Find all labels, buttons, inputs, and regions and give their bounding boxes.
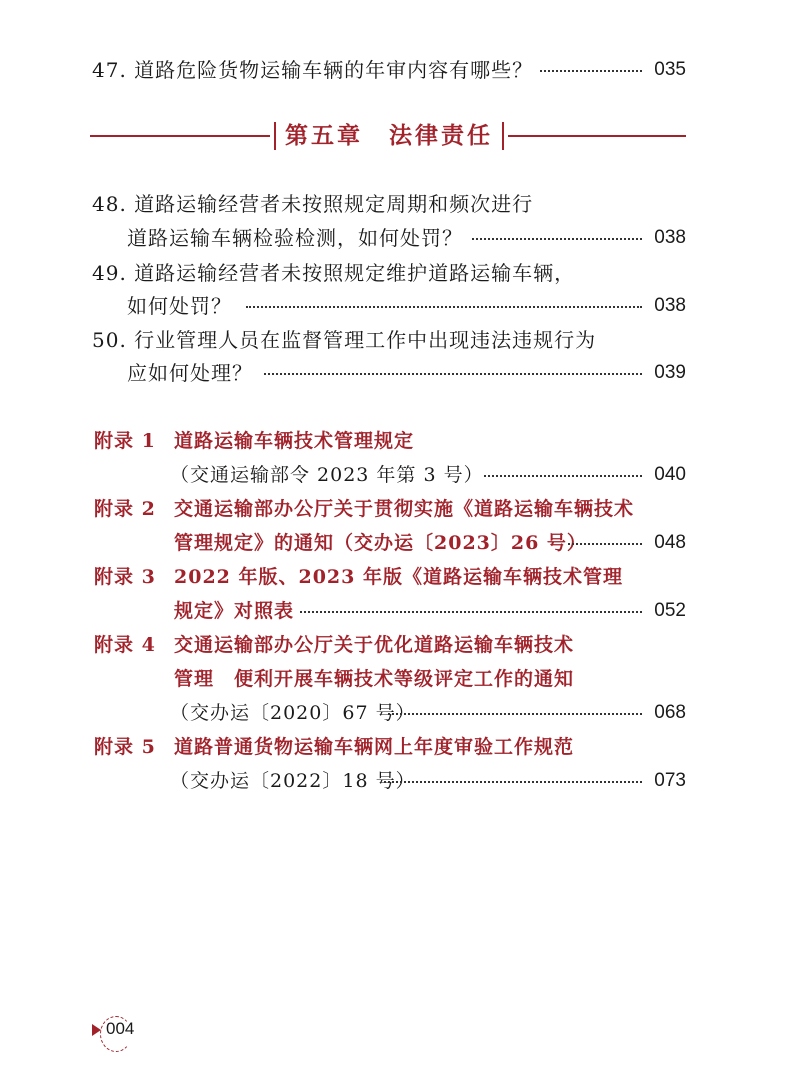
leader-dots	[264, 373, 642, 375]
chapter-rule-left	[90, 135, 270, 137]
toc-entry-title: 应如何处理？	[127, 361, 253, 385]
toc-entry-title: 如何处罚？	[127, 294, 232, 318]
folio-arrow-icon	[92, 1024, 101, 1036]
leader-dots	[300, 611, 642, 613]
appendix-title: 规定》对照表	[174, 600, 295, 622]
leader-dots	[384, 781, 642, 783]
appendix-title: （交通运输部令 2023 年第 3 号）	[170, 464, 484, 486]
chapter-title: 第五章 法律责任	[285, 122, 493, 149]
toc-page-number: 035	[654, 59, 686, 80]
leader-dots	[540, 70, 642, 72]
appendix-continuation[interactable]	[0, 662, 790, 696]
appendix-title: 道路运输车辆技术管理规定	[174, 430, 415, 452]
toc-entry[interactable]	[0, 323, 790, 357]
appendix-label: 附录 1	[94, 430, 156, 452]
toc-entry-title: 47. 道路危险货物运输车辆的年审内容有哪些？	[92, 58, 534, 82]
chapter-rule-right	[508, 135, 686, 137]
appendix-continuation[interactable]	[0, 458, 790, 492]
appendix-continuation[interactable]	[0, 696, 790, 730]
appendix-title: 道路普通货物运输车辆网上年度审验工作规范	[174, 736, 575, 758]
folio-number: 004	[106, 1019, 135, 1038]
toc-entry-title: 48. 道路运输经营者未按照规定周期和频次进行	[92, 192, 534, 216]
toc-entry-continuation[interactable]	[0, 356, 790, 390]
toc-page-number: 068	[654, 702, 686, 723]
appendix-title: （交办运〔2020〕67 号）	[170, 702, 416, 724]
leader-dots	[388, 713, 642, 715]
toc-entry[interactable]	[0, 53, 790, 87]
appendix-label: 附录 5	[94, 736, 156, 758]
appendix-title: 管理规定》的通知（交办运〔2023〕26 号）	[174, 532, 587, 554]
toc-entry-continuation[interactable]	[0, 221, 790, 255]
page-folio	[92, 1016, 152, 1042]
appendix-entry[interactable]	[0, 492, 790, 526]
toc-page-number: 052	[654, 600, 686, 621]
appendix-title: 管理 便利开展车辆技术等级评定工作的通知	[174, 668, 575, 690]
appendix-title: （交办运〔2022〕18 号）	[170, 770, 416, 792]
appendix-entry[interactable]	[0, 628, 790, 662]
leader-dots	[568, 543, 642, 545]
appendix-title: 交通运输部办公厅关于优化道路运输车辆技术	[174, 634, 575, 656]
appendix-continuation[interactable]	[0, 764, 790, 798]
leader-dots	[246, 306, 642, 308]
appendix-entry[interactable]	[0, 730, 790, 764]
toc-entry-continuation[interactable]	[0, 289, 790, 323]
chapter-bar-right	[502, 122, 504, 150]
appendix-entry[interactable]	[0, 560, 790, 594]
appendix-title: 交通运输部办公厅关于贯彻实施《道路运输车辆技术	[174, 498, 635, 520]
toc-entry-title: 道路运输车辆检验检测，如何处罚？	[127, 226, 463, 250]
toc-page-number: 038	[654, 227, 686, 248]
chapter-heading	[90, 116, 686, 156]
toc-entry-title: 49. 道路运输经营者未按照规定维护道路运输车辆，	[92, 261, 576, 285]
appendix-title: 2022 年版、2023 年版《道路运输车辆技术管理	[174, 566, 623, 588]
toc-page-number: 073	[654, 770, 686, 791]
appendix-label: 附录 4	[94, 634, 156, 656]
toc-page-number: 039	[654, 362, 686, 383]
toc-page-number: 040	[654, 464, 686, 485]
toc-entry-title: 50. 行业管理人员在监督管理工作中出现违法违规行为	[92, 328, 597, 352]
leader-dots	[472, 238, 642, 240]
appendix-entry[interactable]	[0, 424, 790, 458]
appendix-label: 附录 3	[94, 566, 156, 588]
leader-dots	[484, 475, 642, 477]
toc-entry[interactable]	[0, 187, 790, 221]
chapter-bar-left	[274, 122, 276, 150]
toc-page-number: 038	[654, 295, 686, 316]
toc-entry[interactable]	[0, 256, 790, 290]
toc-page-number: 048	[654, 532, 686, 553]
appendix-continuation[interactable]	[0, 526, 790, 560]
appendix-label: 附录 2	[94, 498, 156, 520]
appendix-continuation[interactable]	[0, 594, 790, 628]
